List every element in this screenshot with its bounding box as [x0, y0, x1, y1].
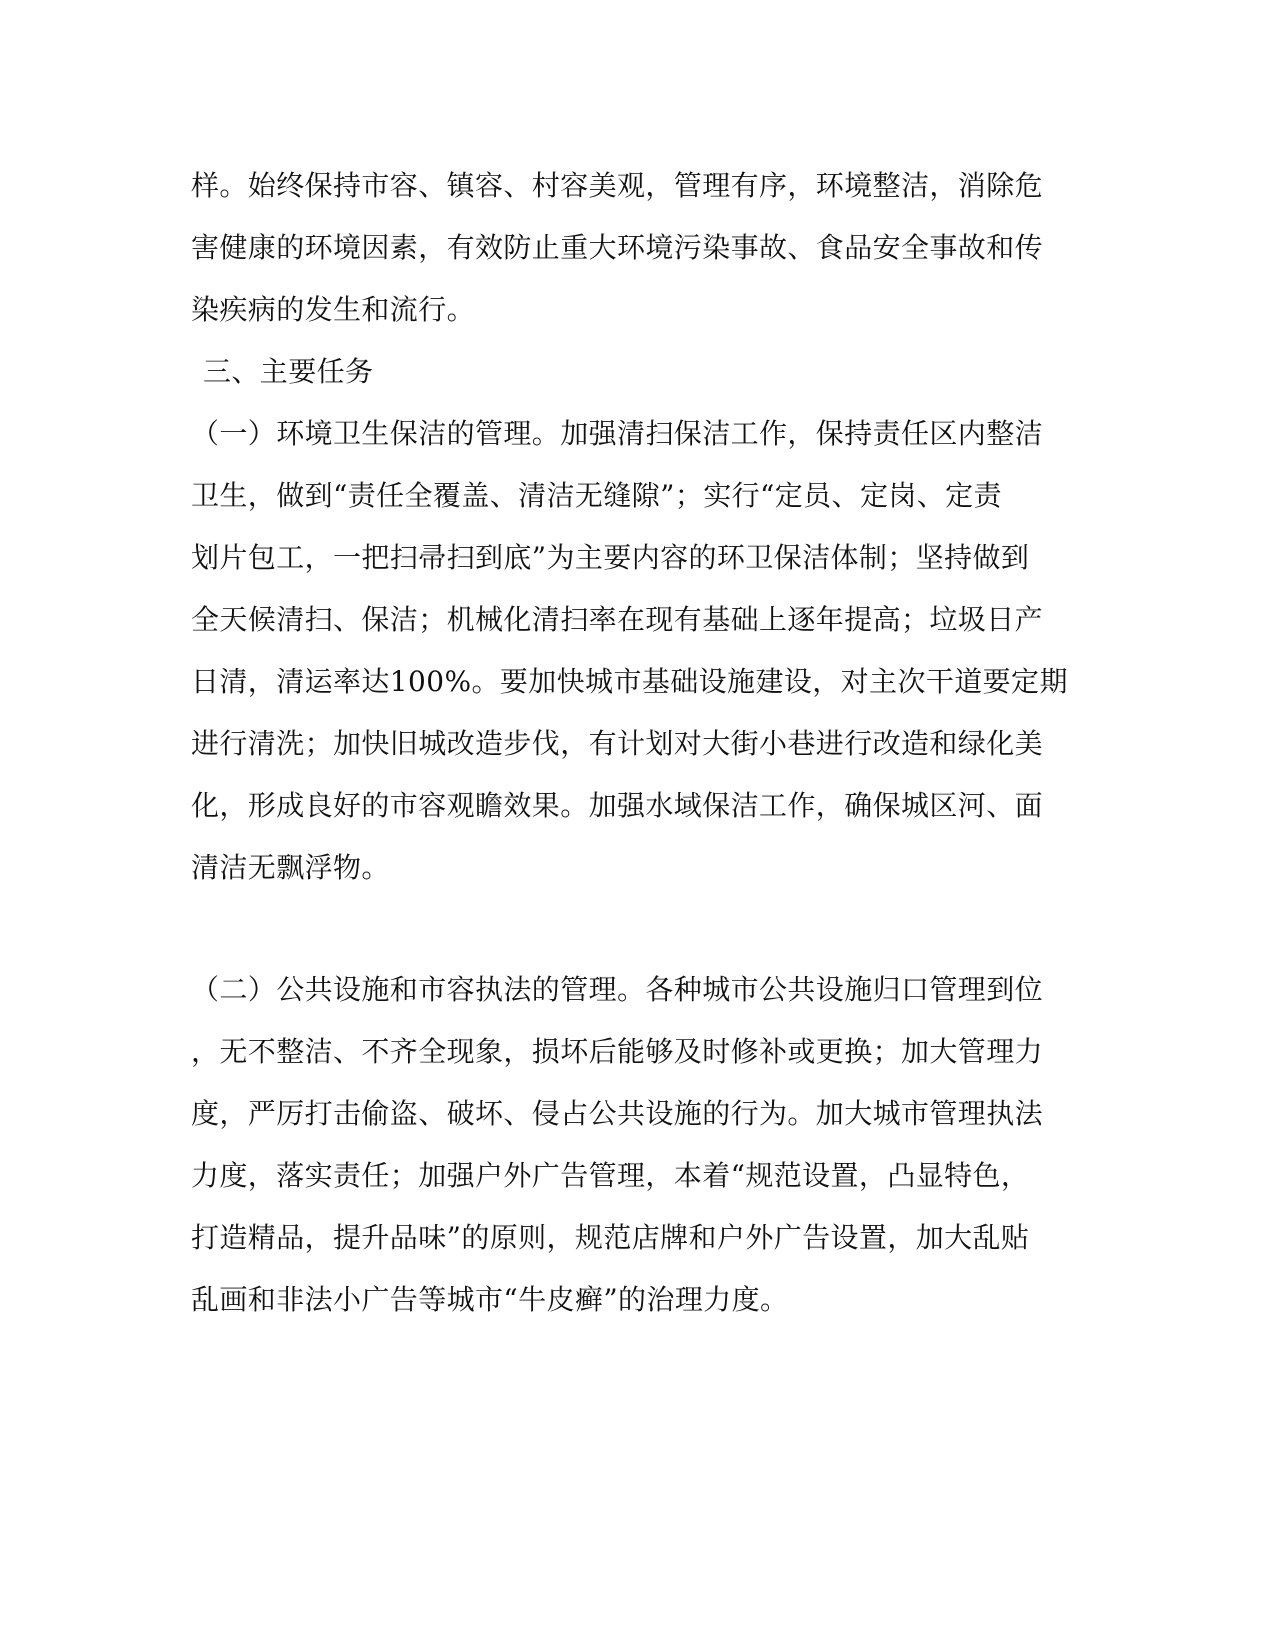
paragraph-line: 度，严厉打击偷盗、破坏、侵占公共设施的行为。加大城市管理执法	[191, 1097, 1044, 1130]
paragraph-line: （二）公共设施和市容执法的管理。各种城市公共设施归口管理到位	[191, 973, 1044, 1006]
paragraph-line: 乱画和非法小广告等城市“牛皮癣”的治理力度。	[191, 1283, 789, 1316]
paragraph-line: 样。始终保持市容、镇容、村容美观，管理有序，环境整洁，消除危	[191, 169, 1044, 202]
paragraph-line: 全天候清扫、保洁；机械化清扫率在现有基础上逐年提高；垃圾日产	[191, 603, 1044, 636]
paragraph-line: 清洁无飘浮物。	[191, 851, 390, 884]
paragraph-line: 力度，落实责任；加强户外广告管理，本着“规范设置，凸显特色，	[191, 1159, 1030, 1192]
paragraph-line: 染疾病的发生和流行。	[191, 293, 476, 326]
paragraph-line: ，无不整洁、不齐全现象，损坏后能够及时修补或更换；加大管理力	[191, 1035, 1044, 1068]
paragraph-line: 日清，清运率达100%。要加快城市基础设施建设，对主次干道要定期	[191, 665, 1068, 698]
paragraph-line: 打造精品，提升品味”的原则，规范店牌和户外广告设置，加大乱贴	[191, 1221, 1030, 1254]
paragraph-line: 卫生，做到“责任全覆盖、清洁无缝隙”；实行“定员、定岗、定责	[191, 479, 1002, 512]
paragraph-line: 害健康的环境因素，有效防止重大环境污染事故、食品安全事故和传	[191, 231, 1044, 264]
paragraph-line: 化，形成良好的市容观瞻效果。加强水域保洁工作，确保城区河、面	[191, 789, 1044, 822]
section-heading: 三、主要任务	[203, 355, 374, 388]
paragraph-line: 进行清洗；加快旧城改造步伐，有计划对大街小巷进行改造和绿化美	[191, 727, 1044, 760]
paragraph-line: （一）环境卫生保洁的管理。加强清扫保洁工作，保持责任区内整洁	[191, 417, 1044, 450]
paragraph-line: 划片包工，一把扫帚扫到底”为主要内容的环卫保洁体制；坚持做到	[191, 541, 1030, 574]
